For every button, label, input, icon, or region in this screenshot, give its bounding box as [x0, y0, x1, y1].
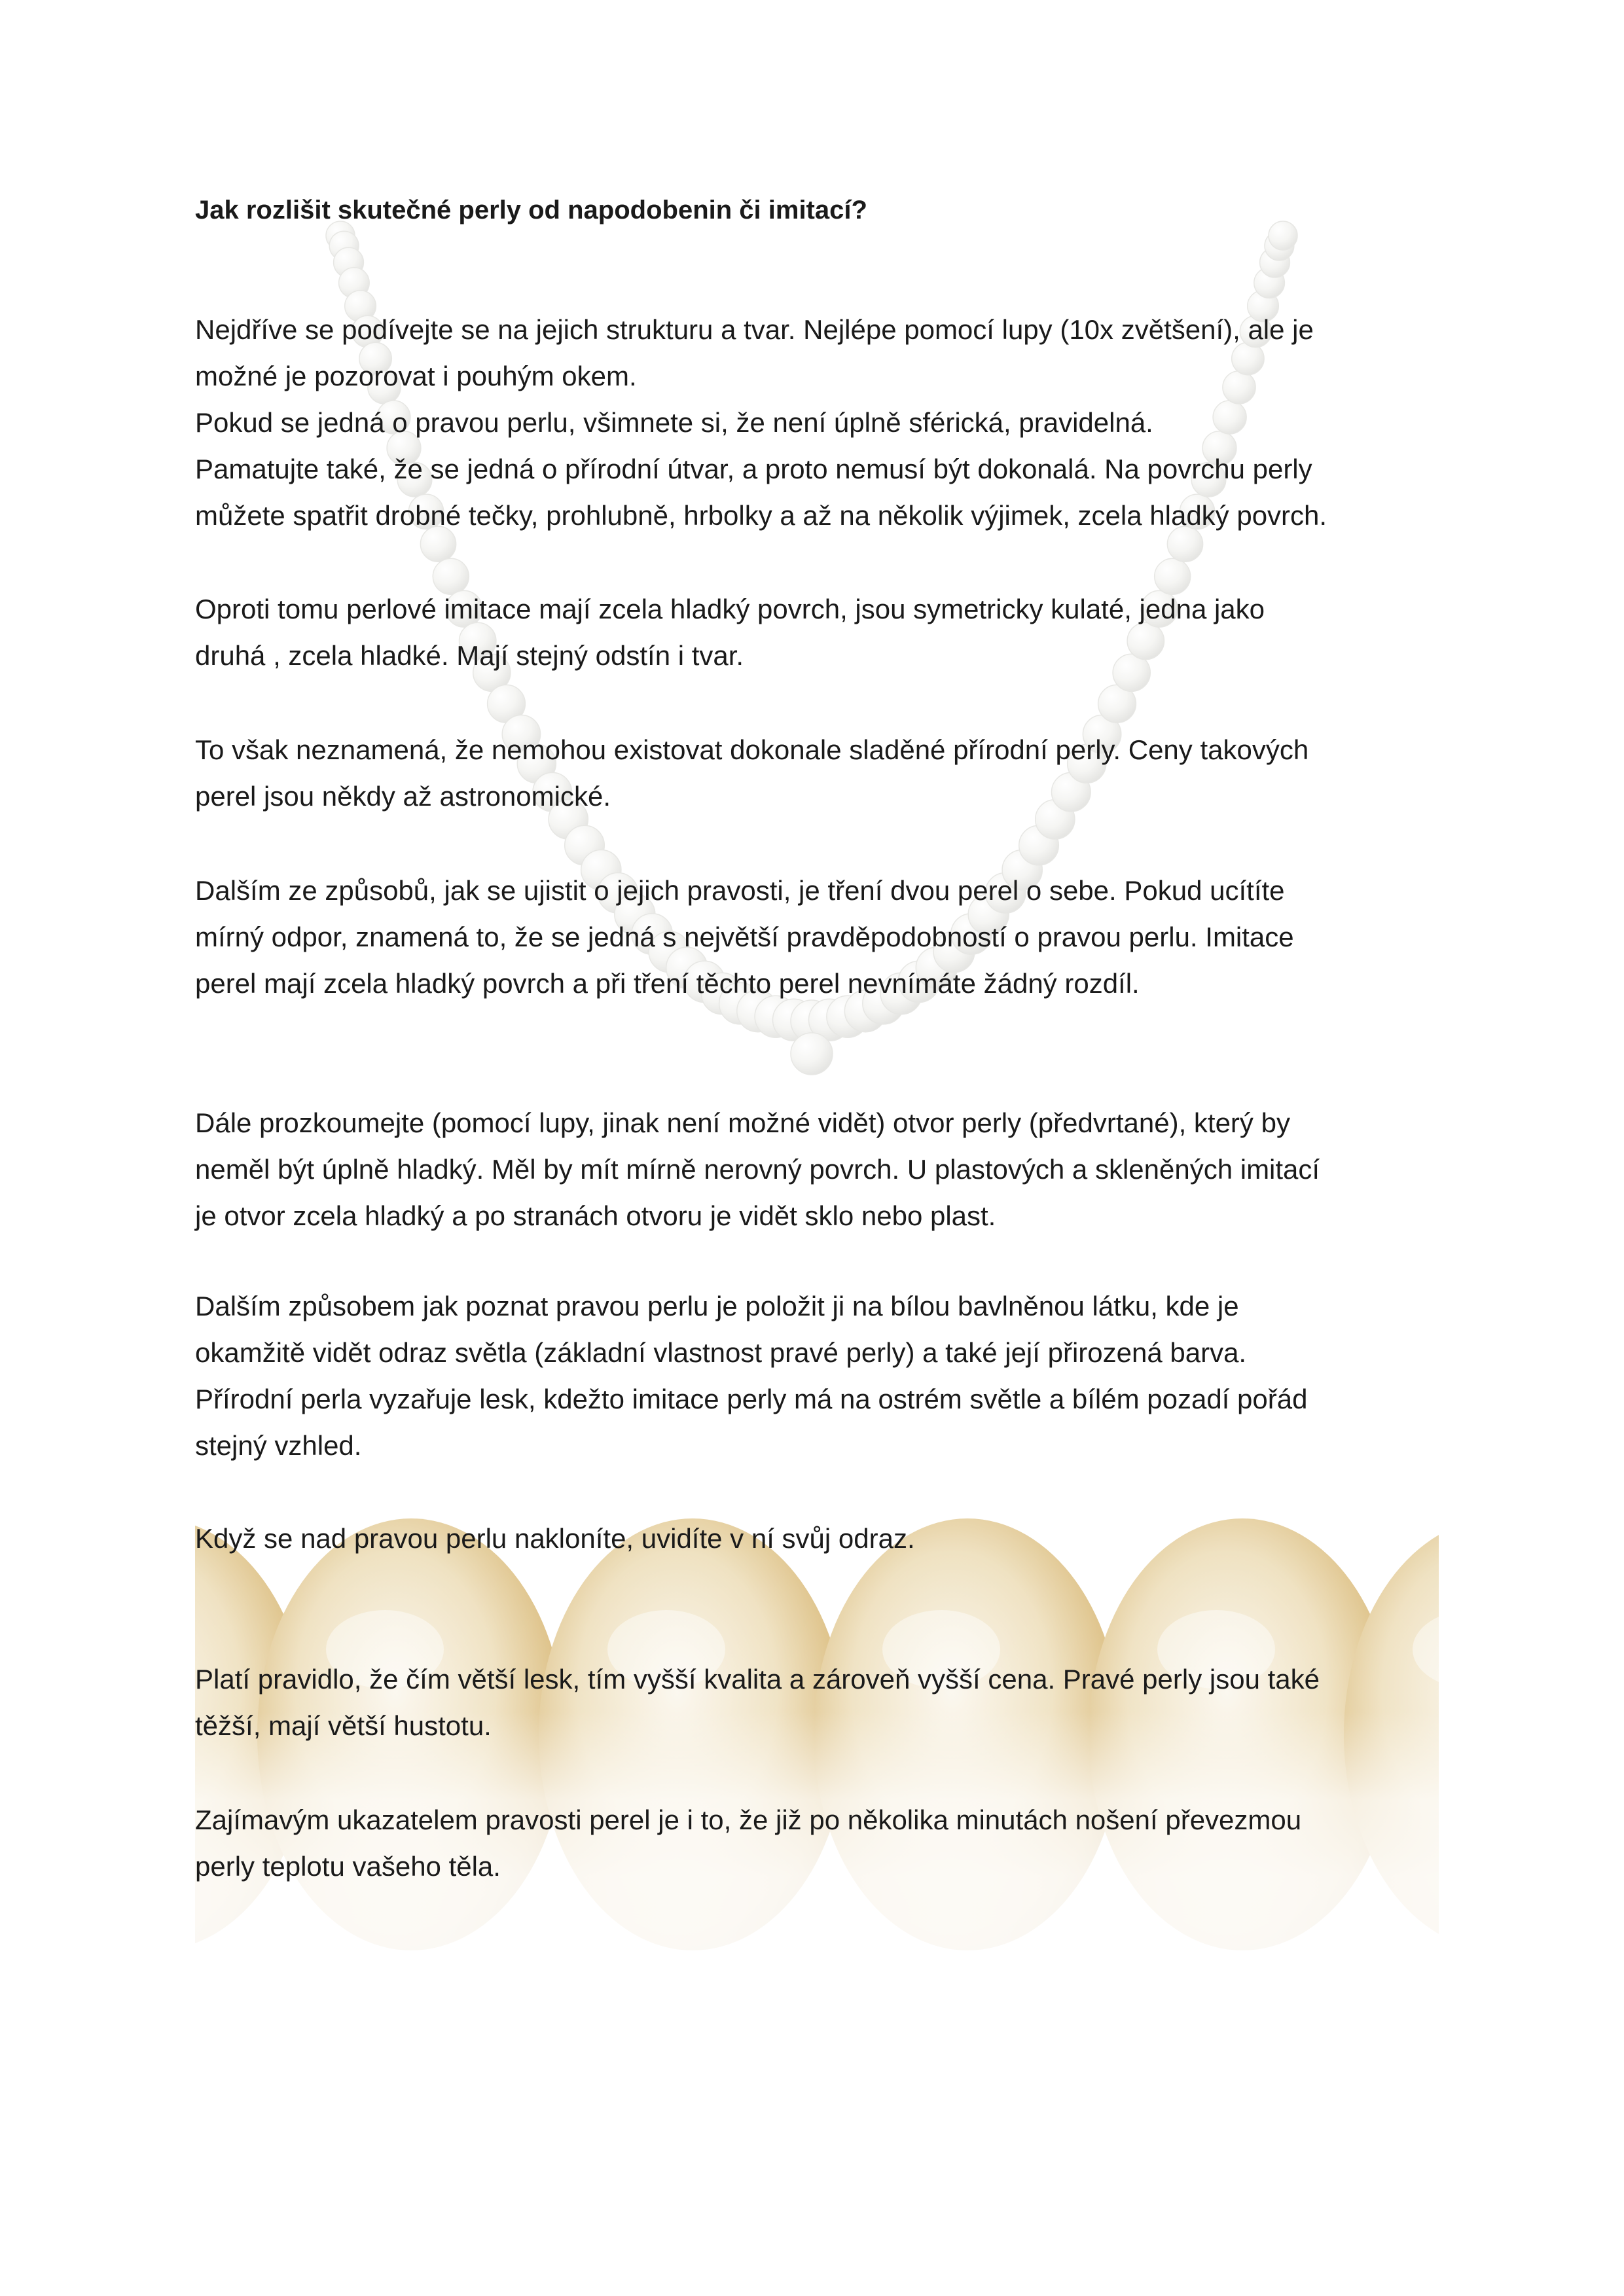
paragraph [195, 1797, 1452, 1890]
paragraph [195, 1283, 1452, 1469]
paragraph [195, 1100, 1452, 1239]
text-line: Dalším způsobem jak poznat pravou perlu je položit ji na bílou bavlněnou látku, kde je [195, 1291, 1239, 1321]
text-line: neměl být úplně hladký. Měl by mít mírně nerovný povrch. U plastových a skleněných imitací [195, 1154, 1320, 1185]
text-line: těžší, mají větší hustotu. [195, 1710, 492, 1741]
paragraph [195, 1656, 1452, 1749]
text-line: Když se nad pravou perlu nakloníte, uvidíte v ní svůj odraz. [195, 1523, 915, 1554]
text-line: perly teplotu vašeho těla. [195, 1851, 501, 1882]
text-line: druhá , zcela hladké. Mají stejný odstín i tvar. [195, 640, 744, 671]
paragraph [195, 1515, 1452, 1562]
text-line: Přírodní perla vyzařuje lesk, kdežto imitace perly má na ostrém světle a bílém pozadí pořád [195, 1384, 1308, 1414]
paragraph [195, 726, 1452, 819]
text-line: můžete spatřit drobné tečky, prohlubně, hrbolky a až na několik výjimek, zcela hladký povrch. [195, 500, 1327, 531]
paragraph [195, 306, 1452, 539]
text-line: Platí pravidlo, že čím větší lesk, tím vyšší kvalita a zároveň vyšší cena. Pravé perly jsou také [195, 1664, 1320, 1695]
text-line: Nejdříve se podívejte se na jejich strukturu a tvar. Nejlépe pomocí lupy (10x zvětšení), ale je [195, 314, 1314, 345]
text-line: Dále prozkoumejte (pomocí lupy, jinak není možné vidět) otvor perly (předvrtané), který by [195, 1107, 1290, 1138]
text-line: Pokud se jedná o pravou perlu, všimnete si, že není úplně sférická, pravidelná. [195, 407, 1153, 438]
text-line: perel mají zcela hladký povrch a při tření těchto perel nevnímáte žádný rozdíl. [195, 968, 1140, 999]
text-line: Oproti tomu perlové imitace mají zcela hladký povrch, jsou symetricky kulaté, jedna jako [195, 594, 1265, 624]
text-line: stejný vzhled. [195, 1430, 362, 1461]
text-line: Pamatujte také, že se jedná o přírodní útvar, a proto nemusí být dokonalá. Na povrchu perly [195, 454, 1312, 484]
text-line: možné je pozorovat i pouhým okem. [195, 361, 637, 391]
text-line: Dalším ze způsobů, jak se ujistit o jejich pravosti, je tření dvou perel o sebe. Pokud ucítíte [195, 875, 1285, 906]
text-line: mírný odpor, znamená to, že se jedná s největší pravděpodobností o pravou perlu. Imitace [195, 922, 1294, 952]
paragraph [195, 867, 1452, 1007]
text-line: okamžitě vidět odraz světla (základní vlastnost pravé perly) a také její přirozená barva. [195, 1337, 1247, 1368]
text-line: je otvor zcela hladký a po stranách otvoru je vidět sklo nebo plast. [195, 1200, 996, 1231]
golden-pearls-image [195, 1518, 1439, 2029]
paragraph [195, 586, 1452, 679]
text-line: Zajímavým ukazatelem pravosti perel je i to, že již po několika minutách nošení převezmou [195, 1804, 1302, 1835]
text-line: perel jsou někdy až astronomické. [195, 781, 611, 812]
text-line: To však neznamená, že nemohou existovat dokonale sladěné přírodní perly. Ceny takových [195, 734, 1309, 765]
page-title: Jak rozlišit skutečné perly od napodobenin či imitací? [195, 196, 867, 224]
